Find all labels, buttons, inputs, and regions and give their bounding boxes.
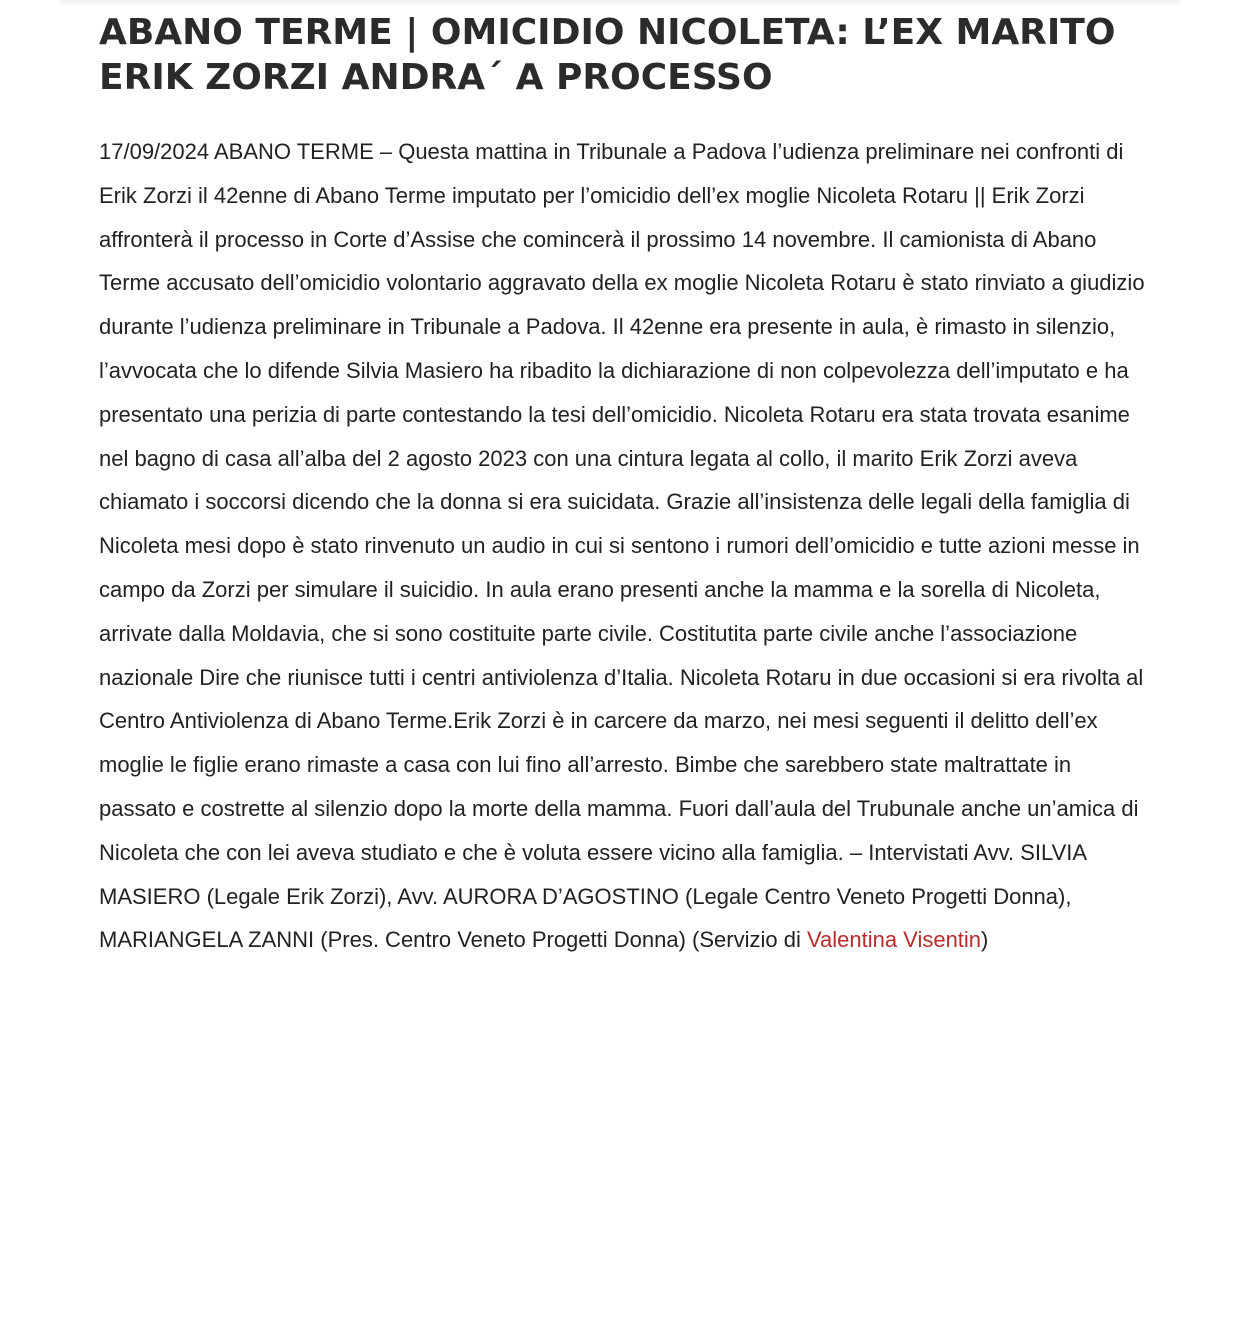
article-title: ABANO TERME | OMICIDIO NICOLETA: L’EX MARITO ERIK ZORZI ANDRA´ A PROCESSO [99,12,1116,98]
author-link[interactable]: Valentina Visentin [806,927,982,953]
article-body-closing: ) [981,927,989,953]
article-body-text: 17/09/2024 ABANO TERME – Questa mattina in Tribunale a Padova l’udienza preliminare nei confronti di Erik Zorzi il 42enne di Abano Terme imputato per l’omicidio dell’ex moglie Nicoleta Rotaru || Erik Zorzi affronterà il processo in Corte d’Assise che comincerà il prossimo 14 novembre. Il camionista di Abano Terme accusato dell’omicidio volontario aggravato della ex moglie Nicoleta Rotaru è stato rinviato a giudizio durante l’udienza preliminare in Tribunale a Padova. Il 42enne era presente in aula, è rimasto in silenzio, l’avvocata che lo difende Silvia Masiero ha ribadito la dichiarazione di non colpevolezza dell’imputato e ha presentato una perizia di parte contestando la tesi dell’omicidio. Nicoleta Rotaru era stata trovata esanime nel bagno di casa all’alba del 2 agosto 2023 con una cintura legata al collo, il marito Erik Zorzi aveva chiamato i soccorsi dicendo che la donna si era suicidata. Grazie all’insistenza delle legali della famiglia di Nicoleta mesi dopo è stato rinvenuto un audio in cui si sentono i rumori dell’omicidio e tutte azioni messe in campo da Zorzi per simulare il suicidio. In aula erano presenti anche la mamma e la sorella di Nicoleta, arrivate dalla Moldavia, che si sono costituite parte civile. Costitutita parte civile anche l’associazione nazionale Dire che riunisce tutti i centri antiviolenza d’Italia. Nicoleta Rotaru in due occasioni si era rivolta al Centro Antiviolenza di Abano Terme.Erik Zorzi è in carcere da marzo, nei mesi seguenti il delitto dell’ex moglie le figlie erano rimaste a casa con lui fino all’arresto. Bimbe che sarebbero state maltrattate in passato e costrette al silenzio dopo la morte della mamma. Fuori dall’aula del Trubunale anche un’amica di Nicoleta che con lei aveva studiato e che è voluta essere vicino alla famiglia. – Intervistati Avv. SILVIA MASIERO (Legale Erik Zorzi), Avv. AURORA D’AGOSTINO (Legale Centro Veneto Progetti Donna), MARIANGELA ZANNI (Pres. Centro Veneto Progetti Donna) (Servizio di [99,139,1145,953]
article-body [99,130,1149,962]
article [99,10,1149,962]
header-shadow [60,0,1180,6]
